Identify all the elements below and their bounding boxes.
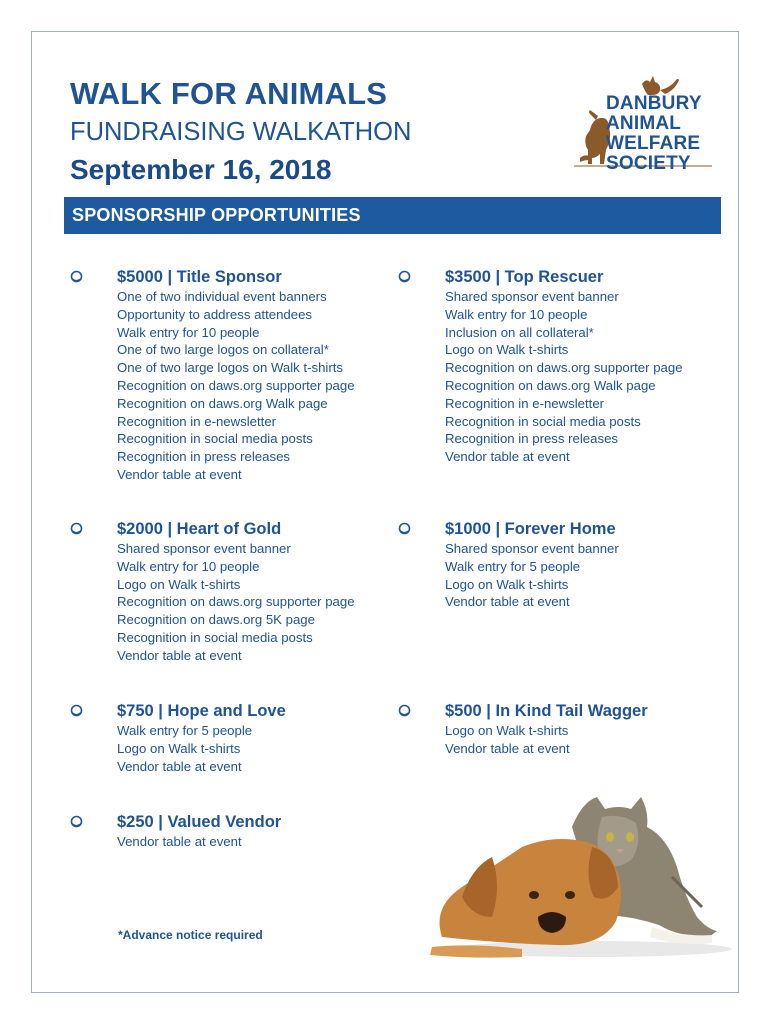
tier-heading: $250 | Valued Vendor	[117, 813, 282, 831]
tier-benefits	[117, 288, 355, 484]
tier-heading: $1000 | Forever Home	[445, 520, 616, 538]
tier-heading: $5000 | Title Sponsor	[117, 268, 282, 286]
benefit-item: Vendor table at event	[117, 834, 242, 849]
tier-benefits	[117, 540, 355, 665]
section-banner: SPONSORSHIP OPPORTUNITIES	[64, 197, 721, 234]
circle-bullet-icon	[70, 704, 83, 717]
tier-benefits	[117, 722, 252, 775]
benefit-item: Logo on Walk t-shirts	[445, 342, 569, 358]
dog-and-cat-photo	[422, 787, 742, 962]
benefit-item: Shared sponsor event banner	[445, 289, 619, 304]
benefit-item: One of two large logos on Walk t-shirts	[117, 360, 343, 376]
circle-bullet-icon	[398, 522, 411, 535]
circle-bullet-icon	[398, 270, 411, 283]
benefit-item: Logo on Walk t-shirts	[117, 740, 241, 756]
benefit-item: Logo on Walk t-shirts	[445, 576, 569, 592]
benefit-item: One of two individual event banners	[117, 289, 327, 304]
tier-benefits	[445, 288, 683, 466]
circle-bullet-icon	[70, 522, 83, 535]
benefit-item: Vendor table at event	[445, 740, 570, 756]
benefit-item: Vendor table at event	[117, 758, 242, 774]
benefit-item: Shared sponsor event banner	[117, 541, 291, 556]
benefit-item: Walk entry for 10 people	[117, 324, 260, 340]
title-block	[70, 76, 411, 187]
benefit-item: Inclusion on all collateral*	[445, 324, 594, 340]
tier-heading: $3500 | Top Rescuer	[445, 268, 604, 286]
logo-line: WELFARE	[606, 133, 701, 154]
benefit-item: Recognition on daws.org supporter page	[445, 360, 683, 376]
benefit-item: Recognition in press releases	[445, 431, 618, 447]
benefit-item: Vendor table at event	[445, 449, 570, 465]
benefit-item: Recognition in social media posts	[117, 629, 313, 645]
circle-bullet-icon	[70, 270, 83, 283]
event-date: September 16, 2018	[70, 154, 332, 185]
benefit-item: Recognition in e-newsletter	[117, 413, 277, 429]
benefit-item: Recognition on daws.org supporter page	[117, 377, 355, 393]
benefit-item: Recognition in social media posts	[445, 413, 641, 429]
benefit-item: Logo on Walk t-shirts	[445, 723, 569, 738]
benefit-item: Walk entry for 5 people	[445, 558, 581, 574]
tier-benefits	[445, 540, 619, 611]
event-title: WALK FOR ANIMALS	[70, 76, 388, 111]
benefit-item: Recognition in social media posts	[117, 431, 313, 447]
logo-line: SOCIETY	[606, 153, 691, 174]
benefit-item: Recognition on daws.org 5K page	[117, 612, 315, 628]
circle-bullet-icon	[70, 815, 83, 828]
benefit-item: Walk entry for 10 people	[445, 306, 588, 322]
logo-line: ANIMAL	[606, 113, 682, 134]
benefit-item: Walk entry for 10 people	[117, 558, 260, 574]
tier-benefits	[117, 833, 242, 851]
benefit-item: Walk entry for 5 people	[117, 723, 253, 738]
benefit-item: Recognition on daws.org supporter page	[117, 594, 355, 610]
benefit-item: Shared sponsor event banner	[445, 541, 619, 556]
benefit-item: Recognition on daws.org Walk page	[445, 377, 656, 393]
tier-heading: $2000 | Heart of Gold	[117, 520, 282, 538]
circle-bullet-icon	[398, 704, 411, 717]
tier-heading: $500 | In Kind Tail Wagger	[445, 702, 648, 720]
footnote: *Advance notice required	[118, 928, 263, 942]
benefit-item: Logo on Walk t-shirts	[117, 576, 241, 592]
logo-line: DANBURY	[606, 93, 702, 114]
tier-heading: $750 | Hope and Love	[117, 702, 286, 720]
benefit-item: Vendor table at event	[117, 647, 242, 663]
benefit-item: Recognition on daws.org Walk page	[117, 395, 328, 411]
daws-logo	[544, 72, 714, 172]
tier-benefits	[445, 722, 570, 758]
event-subtitle: FUNDRAISING WALKATHON	[70, 118, 412, 146]
benefit-item: Vendor table at event	[117, 466, 242, 482]
benefit-item: Vendor table at event	[445, 594, 570, 610]
benefit-item: One of two large logos on collateral*	[117, 342, 329, 358]
flyer-page	[31, 31, 739, 993]
benefit-item: Opportunity to address attendees	[117, 306, 313, 322]
benefit-item: Recognition in press releases	[117, 449, 290, 465]
benefit-item: Recognition in e-newsletter	[445, 395, 605, 411]
logo-text	[606, 94, 702, 174]
